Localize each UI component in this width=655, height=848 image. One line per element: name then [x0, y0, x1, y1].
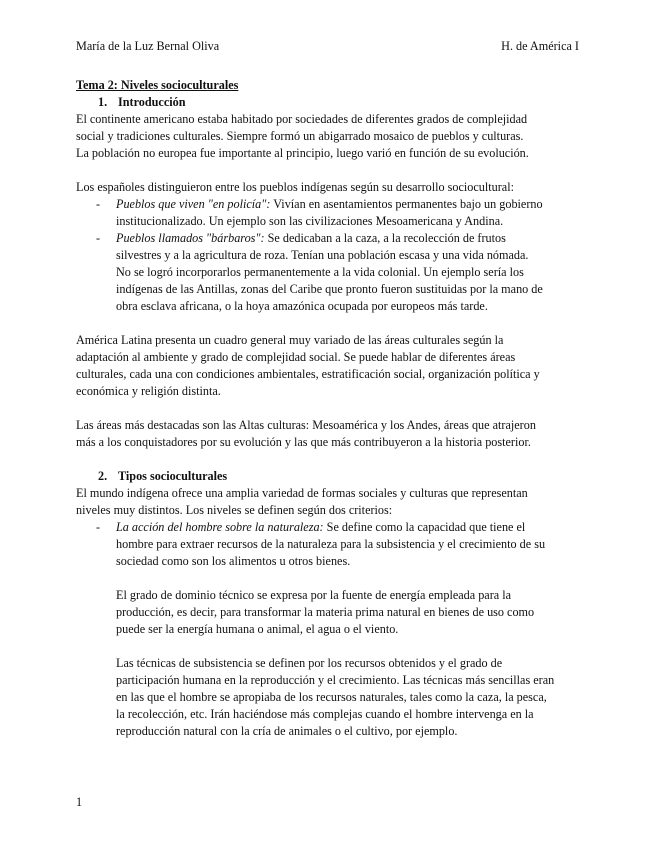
- text-line: niveles muy distintos. Los niveles se definen según dos criterios:: [76, 503, 393, 517]
- text-line: Se dedicaban a la caza, a la recolección de frutos: [264, 231, 506, 245]
- page-number: 1: [76, 795, 83, 809]
- america-latina-paragraph: [76, 332, 576, 400]
- text-line: participación humana en la reproducción y el crecimiento. Las técnicas más sencillas eran: [116, 673, 555, 687]
- bullet-term: Pueblos que viven "en policía":: [116, 197, 271, 211]
- section-heading-text: Introducción: [118, 95, 186, 109]
- bullet-barbaros: [76, 230, 576, 315]
- text-line: institucionalizado. Un ejemplo son las civilizaciones Mesoamericana y Andina.: [116, 214, 504, 228]
- text-line: económica y religión distinta.: [76, 384, 221, 398]
- text-line: hombre para extraer recursos de la naturaleza para la subsistencia y el crecimiento de su: [116, 537, 546, 551]
- text-line: sociedad como son los alimentos u otros bienes.: [116, 554, 351, 568]
- text-line: la recolección, etc. Irán haciéndose más complejas cuando el hombre intervenga en la: [116, 707, 534, 721]
- header-course: H. de América I: [501, 39, 579, 53]
- document-body: [76, 77, 576, 740]
- text-line: América Latina presenta un cuadro general muy variado de las áreas culturales según la: [76, 333, 504, 347]
- text-line: La población no europea fue importante al principio, luego varió en función de su evolución.: [76, 146, 529, 160]
- text-line: Las áreas más destacadas son las Altas culturas: Mesoamérica y los Andes, áreas que atrajeron: [76, 418, 536, 432]
- text-line: social y tradiciones culturales. Siempre formó un abigarrado mosaico de pueblos y culturas.: [76, 129, 524, 143]
- text-line: puede ser la energía humana o animal, el agua o el viento.: [116, 622, 399, 636]
- section-number: 2.: [98, 469, 108, 483]
- bullet-dash: -: [96, 520, 101, 534]
- text-line: indígenas de las Antillas, zonas del Caribe que pronto fueron sustituidas por la mano de: [116, 282, 543, 296]
- text-line: El mundo indígena ofrece una amplia variedad de formas sociales y culturas que representan: [76, 486, 528, 500]
- bullet-dash: -: [96, 197, 101, 211]
- text-line: más a los conquistadores por su evolución y las que más contribuyeron a la historia posterior.: [76, 435, 531, 449]
- espanoles-paragraph: Los españoles distinguieron entre los pueblos indígenas según su desarrollo sociocultural:: [76, 180, 514, 194]
- document-title: Tema 2: Niveles socioculturales: [76, 78, 239, 92]
- text-line: No se logró incorporarlos permanentemente a la vida colonial. Un ejemplo sería los: [116, 265, 524, 279]
- section-heading-introduccion: [98, 94, 576, 111]
- text-line: Se define como la capacidad que tiene el: [323, 520, 526, 534]
- tecnicas-subsistencia-paragraph: [76, 655, 576, 740]
- bullet-term: La acción del hombre sobre la naturaleza:: [116, 520, 324, 534]
- text-line: Las técnicas de subsistencia se definen por los recursos obtenidos y el grado de: [116, 656, 503, 670]
- bullet-term: Pueblos llamados "bárbaros":: [116, 231, 265, 245]
- text-line: El grado de dominio técnico se expresa por la fuente de energía empleada para la: [116, 588, 512, 602]
- mundo-indigena-paragraph: [76, 485, 576, 519]
- section-heading-text: Tipos socioculturales: [118, 469, 228, 483]
- text-line: producción, es decir, para transformar la materia prima natural en bienes de uso como: [116, 605, 535, 619]
- text-line: culturales, cada una con condiciones ambientales, estratificación social, organización política y: [76, 367, 540, 381]
- header-author: María de la Luz Bernal Oliva: [76, 39, 220, 53]
- text-line: silvestres y a la agricultura de roza. Tenían una población escasa y una vida nómada.: [116, 248, 529, 262]
- text-line: adaptación al ambiente y grado de complejidad social. Se puede hablar de diferentes áreas: [76, 350, 516, 364]
- text-line: obra esclava africana, o la hoya amazónica ocupada por europeos más tarde.: [116, 299, 488, 313]
- altas-culturas-paragraph: [76, 417, 576, 451]
- text-line: Vivían en asentamientos permanentes bajo un gobierno: [270, 197, 543, 211]
- bullet-accion-hombre: [76, 519, 576, 570]
- text-line: en las que el hombre se apropiaba de los recursos naturales, tales como la caza, la pesca,: [116, 690, 547, 704]
- intro-paragraph: [76, 111, 576, 162]
- text-line: El continente americano estaba habitado por sociedades de diferentes grados de complejidad: [76, 112, 528, 126]
- text-line: reproducción natural con la cría de animales o el cultivo, por ejemplo.: [116, 724, 458, 738]
- bullet-dash: -: [96, 231, 101, 245]
- dominio-tecnico-paragraph: [76, 587, 576, 638]
- bullet-policia: [76, 196, 576, 230]
- section-number: 1.: [98, 95, 108, 109]
- section-heading-tipos: [98, 468, 576, 485]
